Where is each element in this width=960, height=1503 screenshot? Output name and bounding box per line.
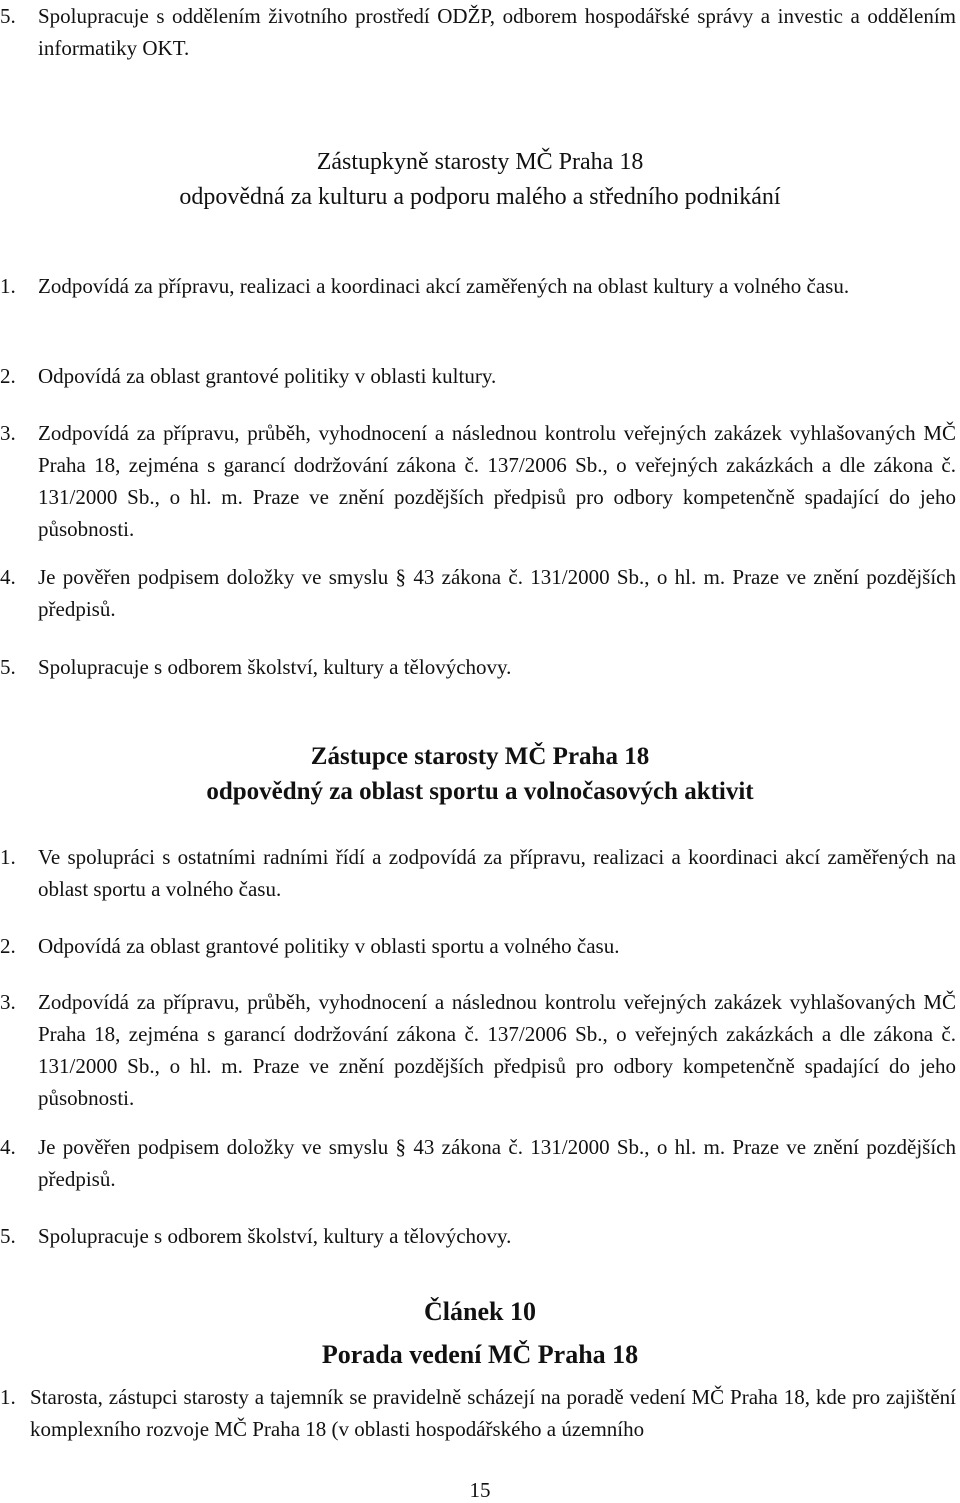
item-number: 1. — [0, 1385, 16, 1409]
item-text: Zodpovídá za přípravu, průběh, vyhodnocení a následnou kontrolu veřejných zakázek vyhlašovaných MČ Praha 18, zejména s garancí dodržování zákona č. 137/2006 Sb., o veřejných zakázkách a dle zákona č. 131/2000 Sb., o hl. m. Praze ve znění pozdějších předpisů pro odbory kompetenčně spadající do jeho působnosti. — [38, 421, 956, 541]
item-text: Starosta, zástupci starosty a tajemník se pravidelně scházejí na poradě vedení MČ Praha 18, kde pro zajištění komplexního rozvoje MČ Praha 18 (v oblasti hospodářského a územního — [30, 1385, 956, 1441]
item-number: 2. — [0, 364, 16, 388]
item-number: 3. — [0, 421, 16, 445]
item-text: Odpovídá za oblast grantové politiky v oblasti sportu a volného času. — [38, 934, 620, 958]
section-title: Zástupkyně starosty MČ Praha 18 — [316, 149, 644, 175]
article-subtitle: Porada vedení MČ Praha 18 — [321, 1340, 639, 1369]
section-subtitle: odpovědný za oblast sportu a volnočasových aktivit — [206, 778, 754, 805]
item-text: Spolupracuje s oddělením životního prostředí ODŽP, odborem hospodářské správy a investic a oddělením informatiky OKT. — [38, 4, 956, 60]
item-text: Spolupracuje s odborem školství, kultury a tělovýchovy. — [38, 1224, 512, 1248]
list-item — [0, 930, 956, 962]
list-item — [0, 561, 956, 625]
item-number: 4. — [0, 565, 16, 589]
list-item — [0, 1381, 956, 1445]
section-subtitle: odpovědná za kulturu a podporu malého a středního podnikání — [179, 184, 781, 210]
list-item — [0, 651, 956, 683]
list-item — [0, 270, 956, 302]
item-number: 5. — [0, 655, 16, 679]
list-item — [0, 986, 956, 1114]
page-number: 15 — [469, 1478, 491, 1502]
item-text: Zodpovídá za přípravu, realizaci a koordinaci akcí zaměřených na oblast kultury a volného času. — [38, 274, 850, 298]
list-item — [0, 417, 956, 545]
list-item — [0, 1131, 956, 1195]
item-number: 5. — [0, 1224, 16, 1248]
item-number: 1. — [0, 274, 16, 298]
item-text: Ve spolupráci s ostatními radními řídí a zodpovídá za přípravu, realizaci a koordinaci akcí zaměřených na oblast sportu a volného času. — [38, 845, 956, 901]
item-number: 3. — [0, 990, 16, 1014]
list-item — [0, 360, 956, 392]
item-text: Zodpovídá za přípravu, průběh, vyhodnocení a následnou kontrolu veřejných zakázek vyhlašovaných MČ Praha 18, zejména s garancí dodržování zákona č. 137/2006 Sb., o veřejných zakázkách a dle zákona č. 131/2000 Sb., o hl. m. Praze ve znění pozdějších předpisů pro odbory kompetenčně spadající do jeho působnosti. — [38, 990, 956, 1110]
article-title: Článek 10 — [424, 1297, 536, 1326]
list-item — [0, 0, 956, 64]
item-text: Spolupracuje s odborem školství, kultury a tělovýchovy. — [38, 655, 512, 679]
item-number: 5. — [0, 4, 16, 28]
item-text: Je pověřen podpisem doložky ve smyslu § 43 zákona č. 131/2000 Sb., o hl. m. Praze ve znění pozdějších předpisů. — [38, 565, 956, 621]
item-number: 1. — [0, 845, 16, 869]
item-text: Odpovídá za oblast grantové politiky v oblasti kultury. — [38, 364, 497, 388]
item-number: 2. — [0, 934, 16, 958]
item-text: Je pověřen podpisem doložky ve smyslu § 43 zákona č. 131/2000 Sb., o hl. m. Praze ve znění pozdějších předpisů. — [38, 1135, 956, 1191]
list-item — [0, 841, 956, 905]
list-item — [0, 1220, 956, 1252]
section-title: Zástupce starosty MČ Praha 18 — [310, 743, 650, 770]
item-number: 4. — [0, 1135, 16, 1159]
